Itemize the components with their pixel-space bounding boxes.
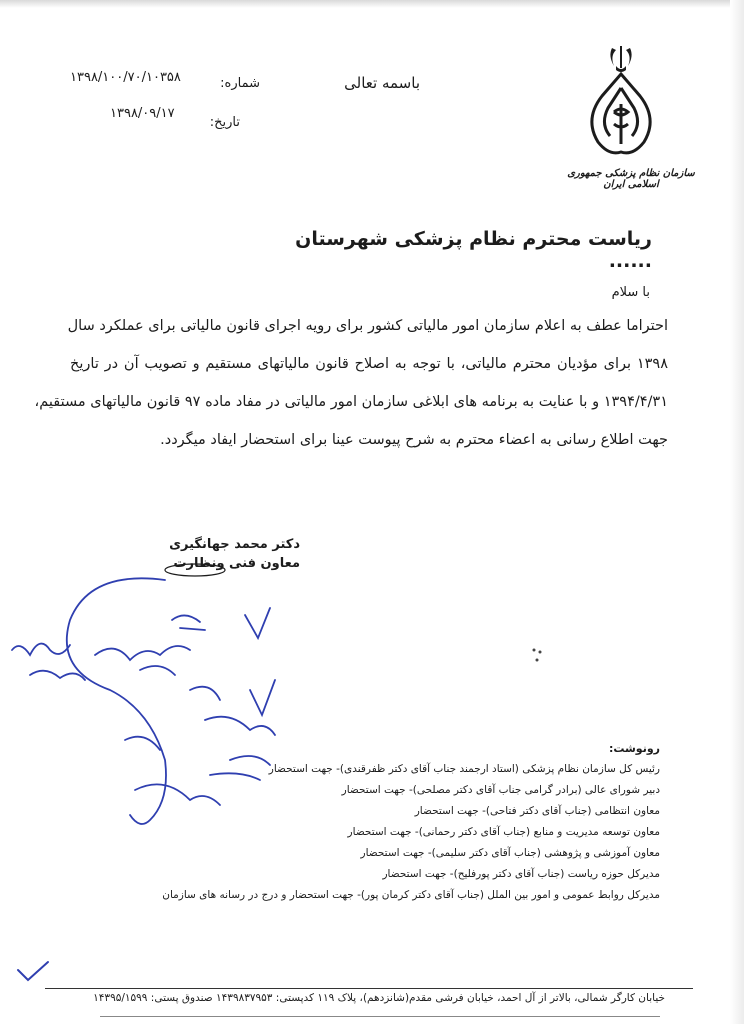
footer-bottom-divider	[100, 1016, 660, 1017]
recipient-heading: ریاست محترم نظام پزشکی شهرستان ......	[295, 228, 652, 272]
cc-item: مدیرکل روابط عمومی و امور بین الملل (جناب آقای دکتر کرمان پور)- جهت استحضار و درج در رسانه های سازمان	[162, 889, 660, 901]
cc-item: رئیس کل سازمان نظام پزشکی (استاد ارجمند جناب آقای دکتر ظفرقندی)- جهت استحضار	[268, 763, 660, 775]
handwritten-annotation	[0, 560, 330, 840]
body-line: جهت اطلاع رسانی به اعضاء محترم به شرح پیوست عینا برای استحضار ایفاد میگردد.	[160, 432, 668, 448]
greeting: با سلام	[611, 285, 650, 300]
footer-divider	[45, 988, 693, 989]
organization-name: سازمان نظام پزشکی جمهوری اسلامی ایران	[567, 168, 695, 190]
body-line: ۱۳۹۴/۴/۳۱ و با عنایت به برنامه های ابلاغی سازمان امور مالیاتی در مفاد ماده ۹۷ قانون مالیاتهای مستقیم،	[34, 394, 668, 410]
letter-number-value: ۱۳۹۸/۱۰۰/۷۰/۱۰۳۵۸	[70, 70, 181, 85]
cc-item: معاون انتظامی (جناب آقای دکتر فتاحی)- جهت استحضار	[414, 805, 660, 817]
cc-item: مدیرکل حوزه ریاست (جناب آقای دکتر پورفلیح)- جهت استحضار	[382, 868, 660, 880]
cc-item: معاون توسعه مدیریت و منابع (جناب آقای دکتر رحمانی)- جهت استحضار	[347, 826, 660, 838]
handwritten-check-mark	[14, 958, 54, 984]
stamp-mark	[528, 644, 552, 668]
letter-date-value: ۱۳۹۸/۰۹/۱۷	[110, 106, 175, 121]
header-slogan: باسمه تعالی	[344, 74, 420, 92]
letter-number-label: شماره:	[220, 76, 260, 91]
footer-address: خیابان کارگر شمالی، بالاتر از آل احمد، خیابان فرشی مقدم(شانزدهم)، پلاک ۱۱۹ کدپستی: ۱۴۳۹۸۳۷۹۵۳ صندوق پستی: ۱۴۳۹۵/۱۵۹۹	[93, 992, 665, 1004]
cc-item: دبیر شورای عالی (برادر گرامی جناب آقای دکتر مصلحی)- جهت استحضار	[341, 784, 660, 796]
body-line: ۱۳۹۸ برای مؤدیان محترم مالیاتی، با توجه به اصلاح قانون مالیاتهای مستقیم و تصویب آن در تاریخ	[70, 356, 668, 372]
letter-date-label: تاریخ:	[209, 115, 240, 130]
page-top-edge	[0, 0, 744, 8]
organization-logo	[578, 44, 664, 160]
signer-name: دکتر محمد جهانگیری	[169, 537, 300, 552]
cc-item: معاون آموزشی و پژوهشی (جناب آقای دکتر سلیمی)- جهت استحضار	[360, 847, 660, 859]
signer-title: معاون فنی ونظارت	[173, 556, 300, 571]
body-line: احتراما عطف به اعلام سازمان امور مالیاتی کشور برای رویه اجرای قانون مالیاتی برای عملکرد سال	[67, 318, 668, 334]
page-right-edge	[730, 0, 744, 1024]
cc-heading: رونوشت:	[608, 742, 660, 755]
